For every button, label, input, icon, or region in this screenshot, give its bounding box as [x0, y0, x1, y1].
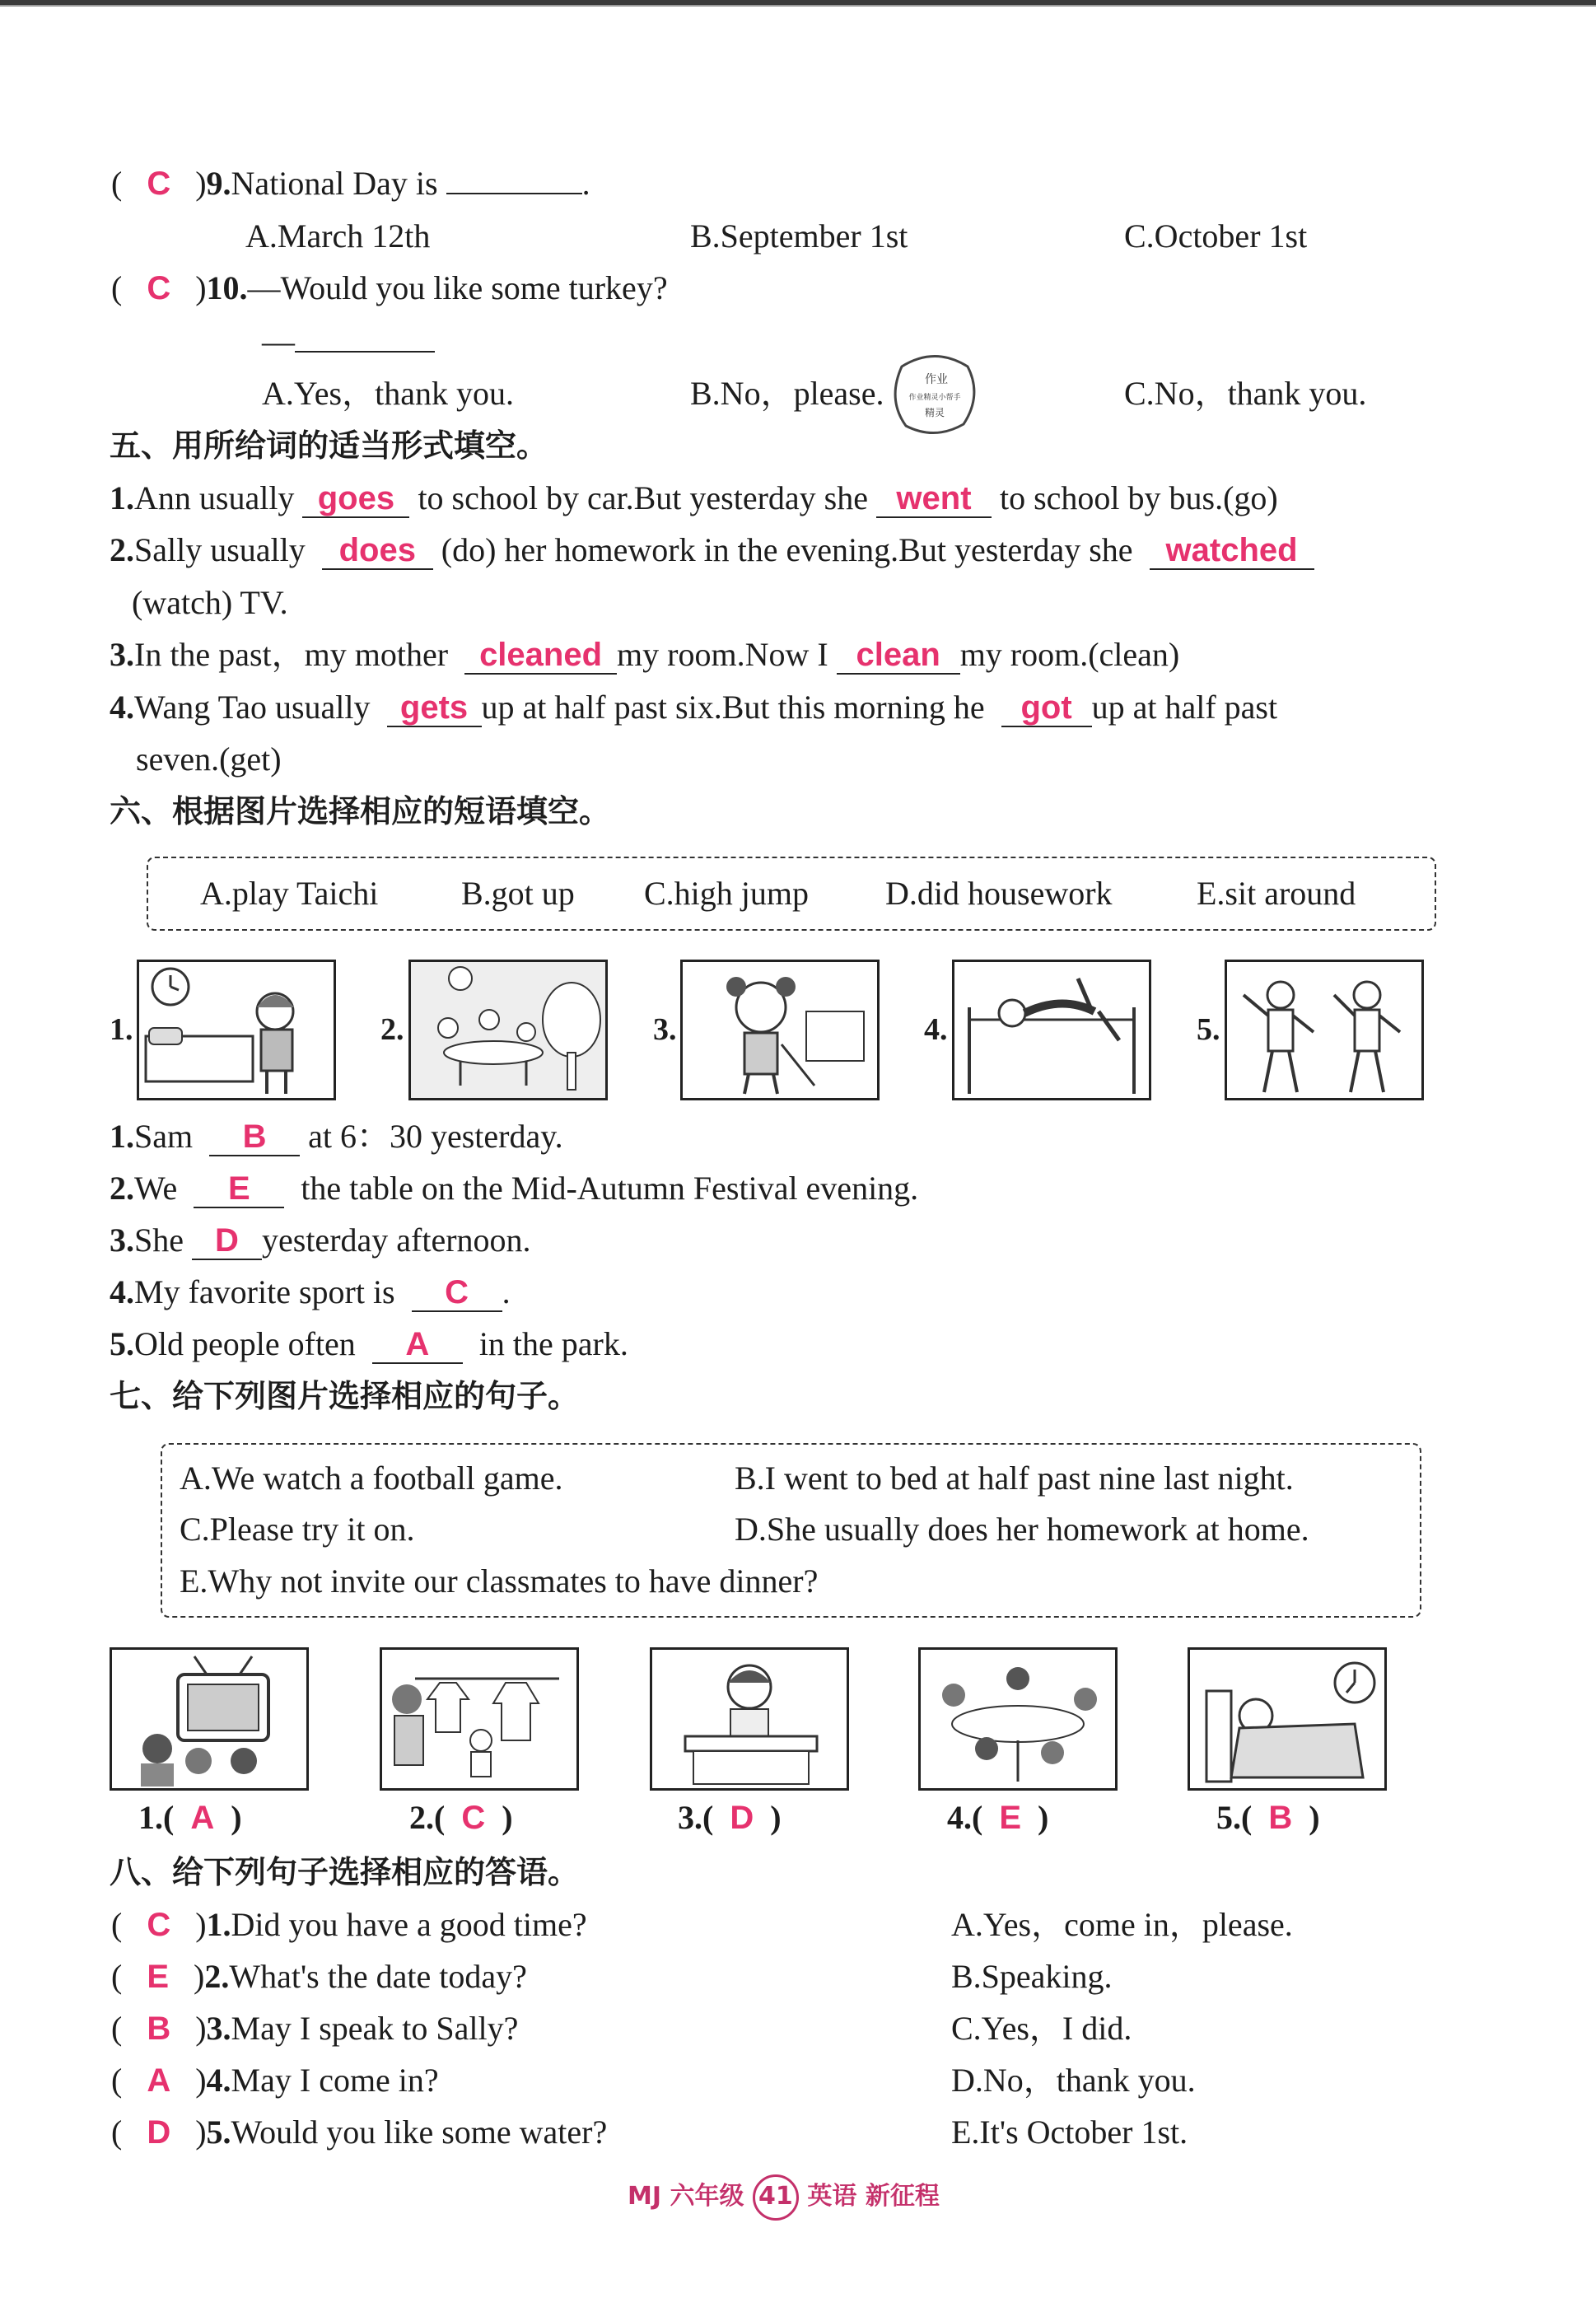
s6-item-5: 5.Old people often A in the park.	[110, 1325, 628, 1362]
s8-option-e: E.It's October 1st.	[951, 2113, 1188, 2151]
s7-picture-5	[1188, 1647, 1387, 1791]
page-number: 41	[753, 2174, 799, 2221]
s7-answer-2: 2.( C )	[409, 1799, 513, 1836]
footer-subject: 英语 新征程	[807, 2182, 940, 2211]
s6-pic-label-1: 1.	[110, 1012, 133, 1047]
high-jump-illustration-icon	[954, 962, 1149, 1098]
s6-pic-label-3: 3.	[653, 1012, 677, 1047]
family-sitting-around-table-illustration-icon	[411, 962, 605, 1098]
s8-item-3: ( B )3.May I speak to Sally?	[111, 2010, 519, 2047]
q9-option-a: A.March 12th	[245, 217, 431, 255]
s6-option-d: D.did housework	[885, 875, 1113, 912]
s8-option-a: A.Yes，come in，please.	[951, 1906, 1293, 1943]
s7-picture-1	[110, 1647, 309, 1791]
top-border-shadow	[0, 5, 1596, 7]
s8-option-d: D.No，thank you.	[951, 2062, 1196, 2099]
s6-pic-label-2: 2.	[380, 1012, 404, 1047]
q10-option-c: C.No，thank you.	[1124, 375, 1367, 412]
s6-picture-3	[680, 960, 880, 1100]
s6-item-4: 4.My favorite sport is C .	[110, 1273, 511, 1310]
section-8-title: 八、给下列句子选择相应的答语。	[110, 1854, 580, 1890]
s8-option-c: C.Yes，I did.	[951, 2010, 1132, 2047]
s7-answer-5: 5.( B )	[1216, 1799, 1320, 1836]
s5-item-2: 2.Sally usually does (do) her homework in the evening.But yesterday she watched	[110, 530, 1314, 571]
s5-item-3: 3.In the past，my mother cleaned my room.Now I clean my room.(clean)	[110, 636, 1180, 673]
q9-option-b: B.September 1st	[690, 217, 908, 255]
s7-option-c: C.Please try it on.	[180, 1511, 415, 1548]
section-6-title: 六、根据图片选择相应的短语填空。	[110, 793, 611, 829]
boy-getting-up-illustration-icon	[139, 962, 334, 1098]
s6-picture-1	[137, 960, 336, 1100]
question-9: ( C )9.National Day is .	[111, 165, 590, 202]
question-10: ( C )10.—Would you like some turkey?	[111, 269, 668, 306]
s7-option-b: B.I went to bed at half past nine last night.	[735, 1460, 1294, 1497]
watermark-stamp-icon	[885, 350, 984, 441]
page-footer	[628, 2174, 940, 2221]
s7-picture-3	[650, 1647, 849, 1791]
svg-text:作业精灵小帮手: 作业精灵小帮手	[908, 394, 961, 402]
s5-item-2-cont: (watch) TV.	[132, 584, 288, 621]
trying-on-clothes-illustration-icon	[382, 1650, 576, 1788]
q10-option-a: A.Yes，thank you.	[262, 375, 514, 412]
q10-response-blank: —	[262, 321, 435, 362]
q10-option-b: B.No，please.	[690, 375, 884, 412]
s6-picture-5	[1225, 960, 1424, 1100]
s7-option-e: E.Why not invite our classmates to have dinner?	[180, 1562, 819, 1600]
answer: C	[147, 166, 171, 202]
dinner-with-classmates-illustration-icon	[921, 1650, 1115, 1788]
s8-item-2: ( E )2.What's the date today?	[111, 1958, 527, 1995]
boy-in-bed-illustration-icon	[1190, 1650, 1384, 1788]
s7-option-a: A.We watch a football game.	[180, 1460, 563, 1497]
footer-series: MJ 六年级	[628, 2182, 744, 2211]
s6-pic-label-4: 4.	[924, 1012, 948, 1047]
s5-item-4: 4.Wang Tao usually gets up at half past six.But this morning he got up at half past	[110, 689, 1278, 726]
s7-picture-4	[918, 1647, 1118, 1791]
girl-sweeping-illustration-icon	[683, 962, 877, 1098]
section-5-title: 五、用所给词的适当形式填空。	[110, 427, 548, 464]
s6-picture-4	[952, 960, 1151, 1100]
s5-item-4-cont: seven.(get)	[136, 740, 282, 778]
s6-picture-2	[408, 960, 608, 1100]
s8-item-1: ( C )1.Did you have a good time?	[111, 1906, 587, 1943]
s6-option-a: A.play Taichi	[200, 875, 379, 912]
s7-answer-4: 4.( E )	[947, 1799, 1049, 1836]
svg-text:精灵: 精灵	[924, 407, 945, 418]
s8-item-5: ( D )5.Would you like some water?	[111, 2113, 608, 2151]
s8-option-b: B.Speaking.	[951, 1958, 1113, 1995]
s6-item-3: 3.She D yesterday afternoon.	[110, 1221, 531, 1259]
s7-answer-3: 3.( D )	[678, 1799, 782, 1836]
s6-item-1: 1.Sam B at 6：30 yesterday.	[110, 1118, 563, 1155]
svg-text:作业: 作业	[925, 373, 948, 386]
s6-option-b: B.got up	[461, 875, 575, 912]
section-7-title: 七、给下列图片选择相应的句子。	[110, 1378, 580, 1414]
s7-answer-1: 1.( A )	[138, 1799, 242, 1836]
s6-item-2: 2.We E the table on the Mid-Autumn Festival evening.	[110, 1170, 919, 1207]
girl-doing-homework-illustration-icon	[652, 1650, 847, 1788]
q9-option-c: C.October 1st	[1124, 217, 1308, 255]
s6-option-e: E.sit around	[1197, 875, 1356, 912]
watching-tv-illustration-icon	[112, 1650, 306, 1788]
answer: C	[147, 270, 171, 306]
s8-item-4: ( A )4.May I come in?	[111, 2062, 439, 2099]
s6-option-c: C.high jump	[644, 875, 810, 912]
s5-item-1: 1.Ann usually goes to school by car.But yesterday she went to school by bus.(go)	[110, 479, 1278, 516]
s7-option-d: D.She usually does her homework at home.	[735, 1511, 1309, 1548]
s7-picture-2	[380, 1647, 579, 1791]
old-people-tai-chi-illustration-icon	[1227, 962, 1421, 1098]
s6-pic-label-5: 5.	[1197, 1012, 1220, 1047]
